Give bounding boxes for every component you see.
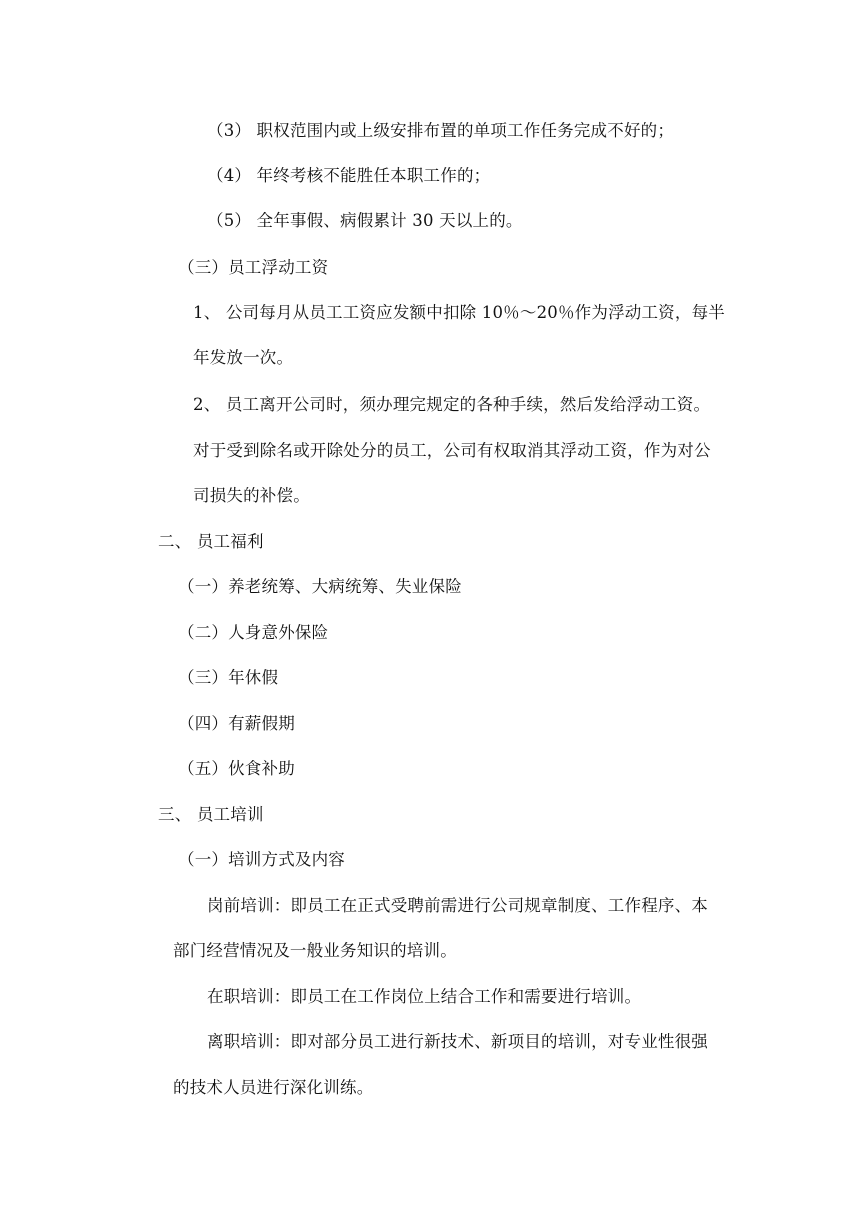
pre-job-training-para: 岗前培训：即员工在正式受聘前需进行公司规章制度、工作程序、本 bbox=[207, 896, 708, 915]
on-job-training-para: 在职培训：即员工在工作岗位上结合工作和需要进行培训。 bbox=[207, 987, 642, 1006]
section-benefits-heading: 二、 员工福利 bbox=[158, 532, 264, 551]
off-job-training-para: 离职培训：即对部分员工进行新技术、新项目的培训，对专业性很强 bbox=[207, 1032, 708, 1051]
floating-wage-item-1-cont: 年发放一次。 bbox=[193, 348, 294, 367]
benefit-item-5: （五）伙食补助 bbox=[178, 759, 295, 778]
floating-wage-item-2-cont-2: 司损失的补偿。 bbox=[193, 486, 310, 505]
clause-3-line: （3） 职权范围内或上级安排布置的单项工作任务完成不好的； bbox=[207, 121, 675, 140]
section-training-heading: 三、 员工培训 bbox=[158, 805, 264, 824]
floating-wage-item-1: 1、 公司每月从员工工资应发额中扣除 10％～20％作为浮动工资，每半 bbox=[193, 303, 725, 322]
training-subheading: （一）培训方式及内容 bbox=[178, 850, 345, 869]
clause-5-line: （5） 全年事假、病假累计 30 天以上的。 bbox=[207, 211, 523, 230]
benefit-item-4: （四）有薪假期 bbox=[178, 714, 295, 733]
benefit-item-1: （一）养老统筹、大病统筹、失业保险 bbox=[178, 577, 462, 596]
section-floating-wage-heading: （三）员工浮动工资 bbox=[178, 258, 329, 277]
benefit-item-3: （三）年休假 bbox=[178, 668, 279, 687]
clause-4-line: （4） 年终考核不能胜任本职工作的； bbox=[207, 166, 491, 185]
floating-wage-item-2: 2、 员工离开公司时，须办理完规定的各种手续，然后发给浮动工资。 bbox=[193, 395, 711, 414]
pre-job-training-para-cont: 部门经营情况及一般业务知识的培训。 bbox=[173, 941, 457, 960]
floating-wage-item-2-cont: 对于受到除名或开除处分的员工，公司有权取消其浮动工资，作为对公 bbox=[193, 441, 711, 460]
benefit-item-2: （二）人身意外保险 bbox=[178, 623, 329, 642]
off-job-training-para-cont: 的技术人员进行深化训练。 bbox=[173, 1078, 374, 1097]
